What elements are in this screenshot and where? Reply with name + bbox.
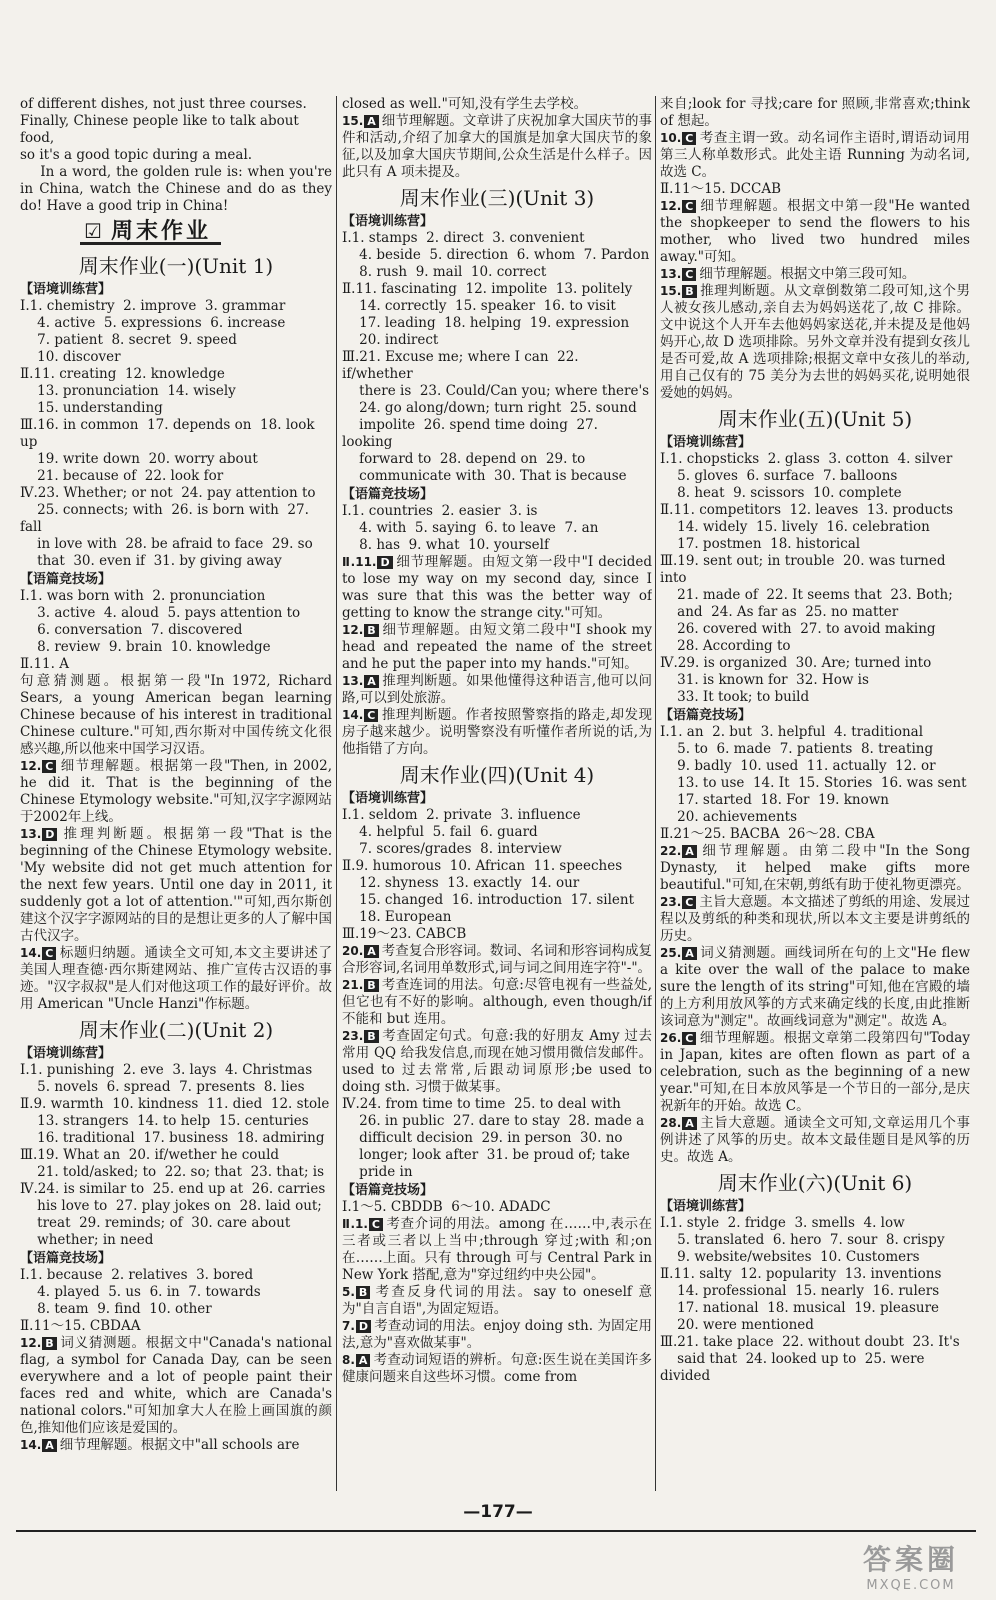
answer-line: 3. active 4. aloud 5. pays attention to xyxy=(20,605,301,621)
explanation-text: 考查复合形容词。数词、名词和形容词构成复合形容词,名词用单数形式,词与词之间用连字符"-"。 xyxy=(342,943,652,976)
answer-line: Ⅰ.1. chemistry 2. improve 3. grammar xyxy=(20,298,286,314)
answer-line: 8. rush 9. mail 10. correct xyxy=(342,264,547,280)
answer-line: 17. national 18. musical 19. pleasure xyxy=(660,1300,940,1316)
section-title: 周末作业(二)(Unit 2) xyxy=(78,1018,274,1042)
answer-line: 9. website/websites 10. Customers xyxy=(660,1249,920,1265)
question-number: 12. xyxy=(20,1336,42,1350)
question-number: 14. xyxy=(342,708,364,722)
answer-explanation xyxy=(342,943,652,977)
answer-line: Ⅰ.1. punishing 2. eve 3. lays 4. Christmas xyxy=(20,1062,313,1078)
answer-line: 14. correctly 15. speaker 16. to visit xyxy=(342,298,616,314)
answer-line: Ⅱ.9. humorous 10. African 11. speeches xyxy=(342,858,623,874)
answer-line: 4. with 5. saying 6. to leave 7. an xyxy=(342,520,599,536)
continued-text: closed as well."可知,没有学生去学校。 xyxy=(342,96,588,112)
answer-explanation xyxy=(342,1284,652,1318)
question-number: 14. xyxy=(20,1438,42,1452)
section-title: 周末作业(四)(Unit 4) xyxy=(399,763,595,787)
answer-line: Ⅰ.1. stamps 2. direct 3. convenient xyxy=(342,230,585,246)
explanation-text: 主旨大意题。通读全文可知,文章运用几个事例讲述了风筝的历史。故本文最佳题目是风筝的历史。故选 A。 xyxy=(660,1115,970,1165)
answer-line: 17. postmen 18. historical xyxy=(660,536,861,552)
answer-line: 13. strangers 14. to help 15. centuries xyxy=(20,1113,309,1129)
answer-badge: A xyxy=(356,1354,371,1367)
answer-explanation xyxy=(342,622,652,673)
answer-lines xyxy=(20,1062,332,1249)
explanation-text: 细节理解题。根据第一段"Then, in 2002, he did it. That is the beginning of the Chinese Etymology website."可知,汉字字源网站于2002年上线。 xyxy=(20,758,332,825)
answer-line: 13. pronunciation 14. wisely xyxy=(20,383,236,399)
question-number: 28. xyxy=(660,1116,682,1130)
answer-line: Ⅱ.11. creating 12. knowledge xyxy=(20,366,225,382)
weekend-homework-2 xyxy=(20,1017,332,1454)
explanation-text: 推理判断题。根据第一段"That is the beginning of the Chinese Etymology website. 'My website did not get much attention for the next few years. Until one day in 2011, it suddenly got a lot of attention.'"可知,西尔斯创建这个汉字字源网站的目的是想让更多的人了解中国古代汉字。 xyxy=(20,826,332,944)
answer-line: Ⅲ.19. What an 20. if/wether he could xyxy=(20,1147,280,1163)
question-number: 13. xyxy=(342,674,364,688)
weekend-homework-6 xyxy=(660,1170,970,1385)
answer-line: Ⅲ.19～23. CABCB xyxy=(342,926,467,942)
column-right xyxy=(660,96,970,1496)
question-number: 23. xyxy=(342,1029,364,1043)
answer-badge: A xyxy=(364,115,379,128)
answer-lines xyxy=(660,1215,970,1385)
answer-lines xyxy=(342,1096,652,1181)
answer-explanation xyxy=(342,707,652,758)
answer-line: 16. traditional 17. business 18. admiring xyxy=(20,1130,325,1146)
answer-explanation xyxy=(20,758,332,826)
intro-paragraph: In a word, the golden rule is: when you're in China, watch the Chinese and do as they do! Have a good trip in China! xyxy=(20,164,332,214)
answer-explanation xyxy=(660,198,970,266)
answer-line: 17. started 18. For 19. known xyxy=(660,792,889,808)
answer-explanation xyxy=(342,554,652,622)
answer-line: Ⅱ.11. competitors 12. leaves 13. products xyxy=(660,502,954,518)
explanation-text: 细节理解题。由短文第一段中"I decided to lose my way on my second day, since I was sure that this was the better way of getting to know the strange city."可知。 xyxy=(342,554,652,621)
answer-badge: C xyxy=(42,947,56,960)
answer-line: Ⅱ.11. salty 12. popularity 13. inventions xyxy=(660,1266,942,1282)
answer-explanation xyxy=(342,1352,652,1386)
question-number: 20. xyxy=(342,944,364,958)
answer-explanation xyxy=(660,283,970,402)
answer-explanations xyxy=(342,113,652,181)
subsection-heading: 【语篇竞技场】 xyxy=(342,1183,434,1198)
explanation-text: 考查固定句式。句意:我的好朋友 Amy 过去常用 QQ 给我发信息,而现在她习惯用微信发邮件。used to 过去常常,后跟动词原形;be used to doing sth. 习惯于做某事。 xyxy=(342,1028,652,1095)
answer-line: 8. team 9. find 10. other xyxy=(20,1301,212,1317)
watermark xyxy=(836,1538,986,1596)
answer-badge: A xyxy=(682,845,697,858)
weekend-homework-3 xyxy=(342,185,652,758)
explanation-text: 推理判断题。从文章倒数第二段可知,这个男人被女孩儿感动,亲自去为妈妈送花了,故 C 排除。文中说这个人开车去他妈妈家送花,并未提及是他妈妈开心,故 D 选项排除。另外文章并没有提到女孩儿是否可爱,故 A 选项排除;根据文章中女孩儿的举动,用自己仅有的 75 美分为去世的妈妈买花,说明她很爱她的妈妈。 xyxy=(660,283,970,401)
explanation-text: 细节理解题。由第二段中"In the Song Dynasty, it helped make gifts more beautiful."可知,在宋朝,剪纸有助于使礼物更漂亮。 xyxy=(660,843,970,893)
answer-line: Ⅳ.24. from time to time 25. to deal with xyxy=(342,1096,621,1112)
answer-lines xyxy=(342,503,652,554)
answer-line: 26. in public 27. dare to stay 28. made a xyxy=(342,1113,645,1129)
answer-badge: B xyxy=(364,1030,378,1043)
answer-line: Ⅲ.19. sent out; in trouble 20. was turned into xyxy=(660,553,950,586)
answer-explanation xyxy=(20,1437,332,1454)
answer-line: Ⅱ.21～25. BACBA 26～28. CBA xyxy=(660,826,875,842)
section-title: 周末作业(六)(Unit 6) xyxy=(717,1171,913,1195)
explanation-text: 主旨大意题。本文描述了剪纸的用途、发展过程以及剪纸的种类和现状,所以本文主要是讲剪纸的历史。 xyxy=(660,894,970,944)
answer-line: longer; look after 31. be proud of; take xyxy=(342,1147,630,1163)
question-number: 26. xyxy=(660,1031,682,1045)
answer-explanation xyxy=(20,673,332,758)
section-title: 周末作业(一)(Unit 1) xyxy=(78,254,274,278)
answer-explanation xyxy=(342,113,652,181)
answer-explanation xyxy=(342,673,652,707)
intro-text xyxy=(20,96,332,215)
answer-line: Ⅲ.16. in common 17. depends on 18. look up xyxy=(20,417,319,450)
answer-line: 20. indirect xyxy=(342,332,439,348)
answer-line: Ⅲ.21. Excuse me; where I can 22. if/whether xyxy=(342,349,583,382)
explanation-text: 细节理解题。根据文中"all schools are xyxy=(59,1437,300,1453)
question-number: 12. xyxy=(660,199,682,213)
answer-explanations xyxy=(20,673,332,1013)
answer-line: 26. covered with 27. to avoid making xyxy=(660,621,936,637)
answer-explanations xyxy=(660,843,970,1166)
explanation-text: 考查动词短语的辨析。句意:医生说在美国许多健康问题来自这些坏习惯。come from xyxy=(342,1352,652,1385)
answer-badge: A xyxy=(682,947,697,960)
answer-explanation xyxy=(660,1030,970,1115)
answer-line: Ⅰ.1. an 2. but 3. helpful 4. traditional xyxy=(660,724,924,740)
answer-badge: D xyxy=(42,828,57,841)
answer-line: whether; in need xyxy=(20,1232,154,1248)
explanation-text: 考查主谓一致。动名词作主语时,谓语动词用第三人称单数形式。此处主语 Running 为动名词,故选 C。 xyxy=(660,130,970,180)
answer-badge: C xyxy=(369,1218,383,1231)
answer-line: 24. go along/down; turn right 25. sound xyxy=(342,400,637,416)
answer-badge: C xyxy=(42,760,56,773)
answer-lines xyxy=(660,451,970,706)
answer-line: 6. conversation 7. discovered xyxy=(20,622,243,638)
answer-badge: C xyxy=(682,200,696,213)
answer-badge: B xyxy=(364,979,378,992)
subsection-heading: 【语篇竞技场】 xyxy=(342,487,434,502)
answer-explanation xyxy=(342,1028,652,1096)
check-icon: ☑ xyxy=(84,219,105,243)
answer-line: 20. achievements xyxy=(660,809,797,825)
answer-line: 8. has 9. what 10. yourself xyxy=(342,537,549,553)
answer-badge: D xyxy=(377,556,392,569)
question-number: 13. xyxy=(20,827,42,841)
answer-explanations xyxy=(660,198,970,402)
answer-badge: A xyxy=(42,1439,57,1452)
answer-line: difficult decision 29. in person 30. no xyxy=(342,1130,623,1146)
answer-line: 4. active 5. expressions 6. increase xyxy=(20,315,286,331)
answer-line: Ⅱ.11. A xyxy=(20,656,69,672)
answer-line: 20. were mentioned xyxy=(660,1317,814,1333)
answer-line: 17. leading 18. helping 19. expression xyxy=(342,315,630,331)
question-number: 7. xyxy=(342,1319,355,1333)
answer-line: his love to 27. play jokes on 28. laid out; xyxy=(20,1198,322,1214)
answer-badge: A xyxy=(364,945,379,958)
answer-line: communicate with 30. That is because xyxy=(342,468,627,484)
weekend-homework-1 xyxy=(20,253,332,1013)
question-number: 8. xyxy=(342,1353,355,1367)
answer-badge: D xyxy=(356,1320,371,1333)
footer-rule xyxy=(16,1530,976,1532)
explanation-text: 推理判断题。如果他懂得这种语言,他可以问路,可以到处旅游。 xyxy=(342,673,652,706)
page-number: —177— xyxy=(463,1502,533,1522)
answer-line: 15. changed 16. introduction 17. silent xyxy=(342,892,635,908)
intro-line: of different dishes, not just three courses. xyxy=(20,96,307,112)
answer-explanations xyxy=(342,554,652,758)
explanation-text: 考查反身代词的用法。say to oneself 意为"自言自语",为固定短语。 xyxy=(342,1284,652,1317)
answer-line: 8. review 9. brain 10. knowledge xyxy=(20,639,271,655)
answer-explanation xyxy=(20,945,332,1013)
answer-line: 18. European xyxy=(342,909,452,925)
answer-line: 5. novels 6. spread 7. presents 8. lies xyxy=(20,1079,305,1095)
question-number: Ⅱ.1. xyxy=(342,1217,368,1231)
answer-explanations xyxy=(660,130,970,181)
subsection-heading: 【语境训练营】 xyxy=(660,1199,752,1214)
question-number: 25. xyxy=(660,946,682,960)
question-number: 15. xyxy=(342,114,364,128)
answer-line: 15. understanding xyxy=(20,400,163,416)
answer-explanation xyxy=(660,130,970,181)
subsection-heading: 【语境训练营】 xyxy=(660,435,752,450)
answer-line: 21. made of 22. It seems that 23. Both; xyxy=(660,587,953,603)
answer-line: there is 23. Could/Can you; where there's xyxy=(342,383,650,399)
answer-explanation xyxy=(660,266,970,283)
answer-line: Ⅱ.11～15. DCCAB xyxy=(660,181,782,197)
explanation-text: 标题归纳题。通读全文可知,本文主要讲述了美国人理查德·西尔斯建网站、推广宣传古汉语的事迹。"汉字叔叔"是人们对他这项工作的最好评价。故用 American "Uncle Hanzi"作标题。 xyxy=(20,945,332,1012)
question-number: Ⅱ.11. xyxy=(342,555,377,569)
question-number: 22. xyxy=(660,844,682,858)
answer-line: Ⅰ.1. because 2. relatives 3. bored xyxy=(20,1267,254,1283)
explanation-text: 推理判断题。作者按照警察指的路走,却发现房子越来越少。说明警察没有听懂作者所说的话,为他指错了方向。 xyxy=(342,707,652,757)
question-number: 10. xyxy=(660,131,682,145)
section-title: 周末作业(三)(Unit 3) xyxy=(399,186,595,210)
answer-line: Ⅳ.29. is organized 30. Are; turned into xyxy=(660,655,932,671)
answer-badge: B xyxy=(682,285,696,298)
answer-badge: C xyxy=(682,132,696,145)
answer-badge: C xyxy=(682,268,696,281)
answer-explanation xyxy=(20,1335,332,1437)
answer-line: forward to 28. depend on 29. to xyxy=(342,451,586,467)
answer-line: 7. scores/grades 8. interview xyxy=(342,841,562,857)
answer-line: said that 24. looked up to 25. were divided xyxy=(660,1351,929,1384)
question-number: 23. xyxy=(660,895,682,909)
question-number: 14. xyxy=(20,946,42,960)
answer-line: Ⅰ.1. chopsticks 2. glass 3. cotton 4. silver xyxy=(660,451,953,467)
answer-line: Ⅱ.11～15. CBDAA xyxy=(20,1318,141,1334)
answer-line: 5. to 6. made 7. patients 8. treating xyxy=(660,741,934,757)
subsection-heading: 【语境训练营】 xyxy=(20,282,112,297)
answer-line: treat 29. reminds; of 30. care about xyxy=(20,1215,291,1231)
intro-line: Finally, Chinese people like to talk about food, xyxy=(20,113,304,146)
question-number: 21. xyxy=(342,978,364,992)
question-number: 5. xyxy=(342,1285,355,1299)
answer-line: Ⅳ.23. Whether; or not 24. pay attention to xyxy=(20,485,316,501)
weekend-homework-banner xyxy=(80,221,221,245)
answer-explanation xyxy=(660,1115,970,1166)
answer-explanation xyxy=(342,1318,652,1352)
answer-badge: A xyxy=(364,675,379,688)
question-number: 13. xyxy=(660,267,682,281)
answer-explanations xyxy=(342,1216,652,1386)
answer-line: 14. professional 15. nearly 16. rulers xyxy=(660,1283,940,1299)
answer-line: 19. write down 20. worry about xyxy=(20,451,258,467)
answer-line: Ⅰ.1～5. CBDDB 6～10. ADADC xyxy=(342,1199,551,1215)
banner-title: 周末作业 xyxy=(110,219,211,244)
answer-line: 14. widely 15. lively 16. celebration xyxy=(660,519,930,535)
explanation-text: 考查动词的用法。enjoy doing sth. 为固定用法,意为"喜欢做某事"。 xyxy=(342,1318,652,1351)
answer-badge: B xyxy=(364,624,378,637)
answer-line: 31. is known for 32. How is xyxy=(660,672,869,688)
answer-line: 13. to use 14. It 15. Stories 16. was sent xyxy=(660,775,967,791)
explanation-text: 细节理解题。文章讲了庆祝加拿大国庆节的事件和活动,介绍了加拿大的国旗是加拿大国庆节的象征,以及加拿大国庆节期间,公众生活是什么样子。因此只有 A 项未提及。 xyxy=(342,113,652,180)
explanation-text: 细节理解题。由短文第二段中"I shook my head and repeated the name of the street and he put the paper into my hands."可知。 xyxy=(342,622,652,672)
answer-explanation xyxy=(660,894,970,945)
section-title: 周末作业(五)(Unit 5) xyxy=(717,407,913,431)
answer-line: 5. gloves 6. surface 7. balloons xyxy=(660,468,898,484)
answer-badge: C xyxy=(682,896,696,909)
answer-line: 4. helpful 5. fail 6. guard xyxy=(342,824,538,840)
answer-explanation xyxy=(342,1216,652,1284)
answer-line: Ⅰ.1. style 2. fridge 3. smells 4. low xyxy=(660,1215,905,1231)
answer-line: 4. played 5. us 6. in 7. towards xyxy=(20,1284,261,1300)
answer-lines xyxy=(660,724,970,843)
answer-explanations xyxy=(20,1335,332,1454)
answer-line: Ⅰ.1. was born with 2. pronunciation xyxy=(20,588,266,604)
answer-line: Ⅱ.11. fascinating 12. impolite 13. politely xyxy=(342,281,633,297)
answer-line: Ⅲ.21. take place 22. without doubt 23. It's xyxy=(660,1334,960,1350)
explanation-text: 句意猜测题。根据第一段"In 1972, Richard Sears, a young American began learning Chinese because of his interest in traditional Chinese culture."可知,西尔斯对中国传统文化很感兴趣,所以他来中国学习汉语。 xyxy=(20,673,332,757)
answer-line: 12. shyness 13. exactly 14. our xyxy=(342,875,580,891)
answer-line: Ⅱ.9. warmth 10. kindness 11. died 12. stole xyxy=(20,1096,330,1112)
intro-line: so it's a good topic during a meal. xyxy=(20,147,253,163)
answer-line: impolite 26. spend time doing 27. looking xyxy=(342,417,603,450)
answer-line: 21. told/asked; to 22. so; that 23. that; is xyxy=(20,1164,325,1180)
answer-line: 9. badly 10. used 11. actually 12. or xyxy=(660,758,936,774)
answer-line: in love with 28. be afraid to face 29. so xyxy=(20,536,313,552)
answer-badge: C xyxy=(364,709,378,722)
explanation-text: 考查介词的用法。among 在……中,表示在三者或三者以上当中;through 穿过;with 和;on 在……上面。只有 through 可与 Central Park in New York 搭配,意为"穿过纽约中央公园"。 xyxy=(342,1216,652,1283)
answer-explanation xyxy=(20,826,332,945)
question-number: 12. xyxy=(342,623,364,637)
answer-explanation xyxy=(660,945,970,1030)
explanation-text: 细节理解题。根据文章第二段第四句"Today in Japan, kites are often flown as part of a celebration, such as the beginning of a new year."可知,在日本放风筝是一个节日的一部分,是庆祝新年的开始。故选 C。 xyxy=(660,1030,970,1114)
answer-lines xyxy=(342,230,652,485)
answer-line: Ⅰ.1. seldom 2. private 3. influence xyxy=(342,807,581,823)
column-divider-left xyxy=(336,96,337,1491)
answer-badge: C xyxy=(682,1032,696,1045)
answer-line: 33. It took; to build xyxy=(660,689,810,705)
answer-lines xyxy=(20,298,332,570)
answer-line: that 30. even if 31. by giving away xyxy=(20,553,282,569)
answer-line: 5. translated 6. hero 7. sour 8. crispy xyxy=(660,1232,945,1248)
explanation-text: 细节理解题。根据文中第一段"He wanted the shopkeeper to send the flowers to his mother, who lived two hundred miles away."可知。 xyxy=(660,198,970,265)
column-divider-right xyxy=(655,96,656,1491)
subsection-heading: 【语境训练营】 xyxy=(20,1046,112,1061)
answer-explanation xyxy=(342,977,652,1028)
explanation-text: 考查连词的用法。句意:尽管电视有一些益处,但它也有不好的影响。although, even though/if 不能和 but 连用。 xyxy=(342,977,652,1027)
explanation-text: 词义猜测题。根据文中"Canada's national flag, a symbol for Canada Day, can be seen everywhere and a lot of people paint their faces red and white, which are Canada's national colors."可知加拿大人在脸上画国旗的颜色,推知他们应该是爱国的。 xyxy=(20,1335,332,1436)
answer-line: Ⅰ.1. countries 2. easier 3. is xyxy=(342,503,538,519)
answer-lines xyxy=(342,807,652,943)
answer-line: 8. heat 9. scissors 10. complete xyxy=(660,485,902,501)
column-middle xyxy=(342,96,652,1496)
answer-lines xyxy=(20,588,332,673)
answer-line: 4. beside 5. direction 6. whom 7. Pardon xyxy=(342,247,650,263)
continued-text: 来自;look for 寻找;care for 照顾,非常喜欢;think of 想起。 xyxy=(660,96,970,129)
explanation-text: 词义猜测题。画线词所在句的上文"He flew a kite over the wall of the palace to make sure the length of its string"可知,他在宫殿的墙的上方利用放风筝的方式来确定线的长度,由此推断该词意为"测定"。故画线词意为"测定"。故选 A。 xyxy=(660,945,970,1029)
watermark-bottom: MXQE.COM xyxy=(866,1578,956,1593)
answer-badge: B xyxy=(42,1337,56,1350)
answer-line: 25. connects; with 26. is born with 27. fall xyxy=(20,502,314,535)
subsection-heading: 【语境训练营】 xyxy=(342,791,434,806)
answer-line: 10. discover xyxy=(20,349,121,365)
answer-line: pride in xyxy=(342,1164,413,1180)
answer-line: 7. patient 8. secret 9. speed xyxy=(20,332,237,348)
answer-line: 28. According to xyxy=(660,638,791,654)
answer-line: 21. because of 22. look for xyxy=(20,468,224,484)
answer-badge: B xyxy=(356,1286,370,1299)
weekend-homework-4 xyxy=(342,762,652,1386)
question-number: 15. xyxy=(660,284,682,298)
subsection-heading: 【语篇竞技场】 xyxy=(20,1251,112,1266)
subsection-heading: 【语篇竞技场】 xyxy=(660,708,752,723)
answer-badge: A xyxy=(682,1117,697,1130)
weekend-homework-5 xyxy=(660,406,970,1166)
subsection-heading: 【语篇竞技场】 xyxy=(20,572,112,587)
answer-explanations xyxy=(342,943,652,1096)
column-left xyxy=(20,96,332,1496)
answer-explanation xyxy=(660,843,970,894)
subsection-heading: 【语境训练营】 xyxy=(342,214,434,229)
answer-lines xyxy=(20,1267,332,1335)
answer-line: and 24. As far as 25. no matter xyxy=(660,604,899,620)
answer-line: Ⅳ.24. is similar to 25. end up at 26. carries xyxy=(20,1181,326,1197)
watermark-top: 答案圈 xyxy=(862,1543,959,1576)
question-number: 12. xyxy=(20,759,42,773)
explanation-text: 细节理解题。根据文中第三段可知。 xyxy=(699,266,916,282)
